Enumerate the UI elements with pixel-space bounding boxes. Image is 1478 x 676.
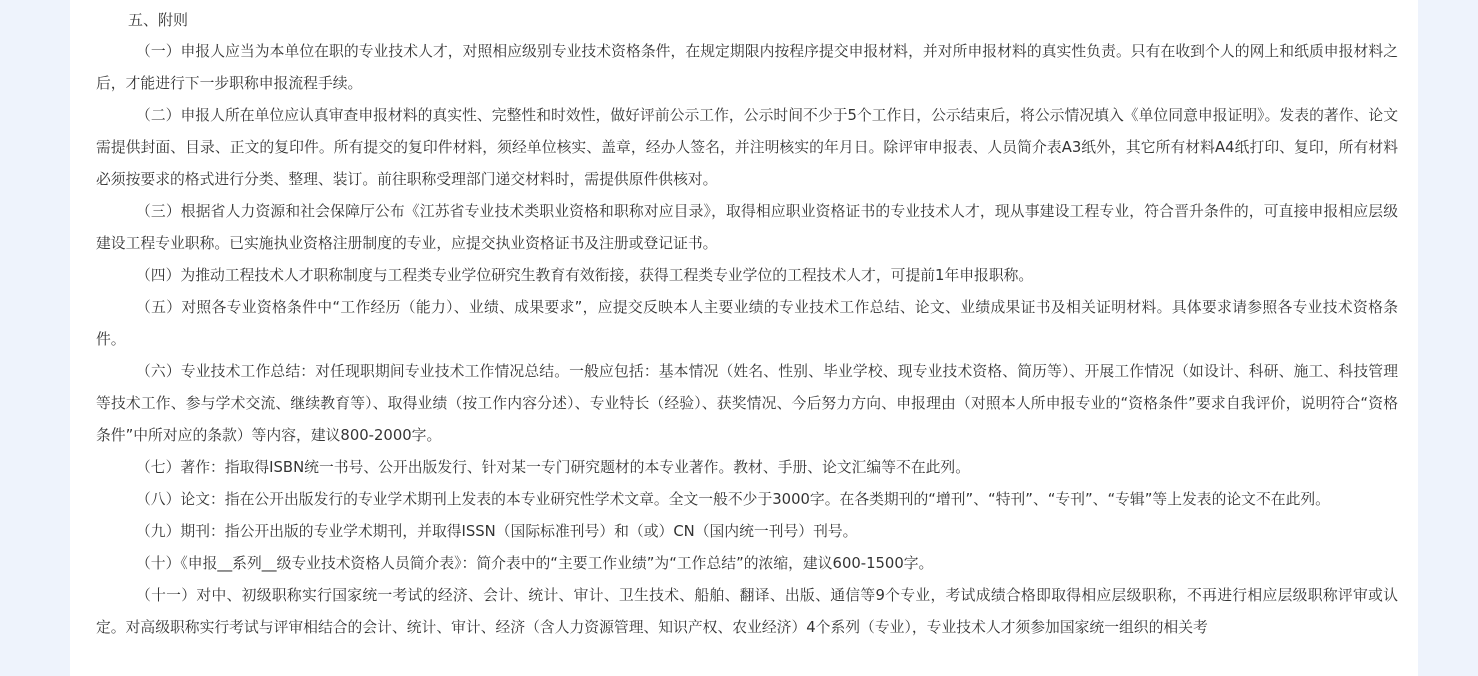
paragraph-11: （十一）对中、初级职称实行国家统一考试的经济、会计、统计、审计、卫生技术、船舶、翻译、出版、通信等9个专业，考试成绩合格即取得相应层级职称，不再进行相应层级职称评审或认定。对高级职称实行考试与评审相结合的会计、统计、审计、经济（含人力资源管理、知识产权、农业经济）4个系列（专业），专业技术人才须参加国家统一组织的相关考 bbox=[96, 587, 1398, 636]
paragraph-8: （八）论文：指在公开出版发行的专业学术期刊上发表的本专业研究性学术文章。全文一般不少于3000字。在各类期刊的“增刊”、“特刊”、“专刊”、“专辑”等上发表的论文不在此列。 bbox=[136, 491, 1330, 508]
section-heading: 五、附则 bbox=[128, 11, 189, 29]
paragraph-1: （一）申报人应当为本单位在职的专业技术人才，对照相应级别专业技术资格条件，在规定期限内按程序提交申报材料，并对所申报材料的真实性负责。只有在收到个人的网上和纸质申报材料之后，才能进行下一步职称申报流程手续。 bbox=[96, 43, 1398, 92]
paragraph-9: （九）期刊：指公开出版的专业学术期刊，并取得ISSN（国际标准刊号）和（或）CN（国内统一刊号）刊号。 bbox=[136, 523, 858, 540]
paragraph-6: （六）专业技术工作总结：对任现职期间专业技术工作情况总结。一般应包括：基本情况（姓名、性别、毕业学校、现专业技术资格、简历等）、开展工作情况（如设计、科研、施工、科技管理等技术工作、参与学术交流、继续教育等）、取得业绩（按工作内容分述）、专业特长（经验）、获奖情况、今后努力方向、申报理由（对照本人所申报专业的“资格条件”要求自我评价，说明符合“资格条件”中所对应的条款）等内容，建议800-2000字。 bbox=[96, 363, 1398, 444]
paragraph-7: （七）著作：指取得ISBN统一书号、公开出版发行、针对某一专门研究题材的本专业著作。教材、手册、论文汇编等不在此列。 bbox=[136, 459, 971, 476]
document-content bbox=[96, 0, 1398, 644]
paragraph-4: （四）为推动工程技术人才职称制度与工程类专业学位研究生教育有效衔接，获得工程类专业学位的工程技术人才，可提前1年申报职称。 bbox=[136, 267, 1034, 284]
paragraph-3: （三）根据省人力资源和社会保障厅公布《江苏省专业技术类职业资格和职称对应目录》，取得相应职业资格证书的专业技术人才，现从事建设工程专业，符合晋升条件的，可直接申报相应层级建设工程专业职称。已实施执业资格注册制度的专业，应提交执业资格证书及注册或登记证书。 bbox=[96, 203, 1398, 252]
paragraph-10: （十）《申报__系列__级专业技术资格人员简介表》：简介表中的“主要工作业绩”为“工作总结”的浓缩，建议600-1500字。 bbox=[136, 555, 934, 572]
paragraph-5: （五）对照各专业资格条件中“工作经历（能力）、业绩、成果要求”，应提交反映本人主要业绩的专业技术工作总结、论文、业绩成果证书及相关证明材料。具体要求请参照各专业技术资格条件。 bbox=[96, 299, 1398, 348]
paragraph-2: （二）申报人所在单位应认真审查申报材料的真实性、完整性和时效性，做好评前公示工作，公示时间不少于5个工作日，公示结束后，将公示情况填入《单位同意申报证明》。发表的著作、论文需提供封面、目录、正文的复印件。所有提交的复印件材料，须经单位核实、盖章，经办人签名，并注明核实的年月日。除评审申报表、人员简介表A3纸外，其它所有材料A4纸打印、复印，所有材料必须按要求的格式进行分类、整理、装订。前往职称受理部门递交材料时，需提供原件供核对。 bbox=[96, 107, 1398, 188]
document-page bbox=[70, 0, 1418, 676]
